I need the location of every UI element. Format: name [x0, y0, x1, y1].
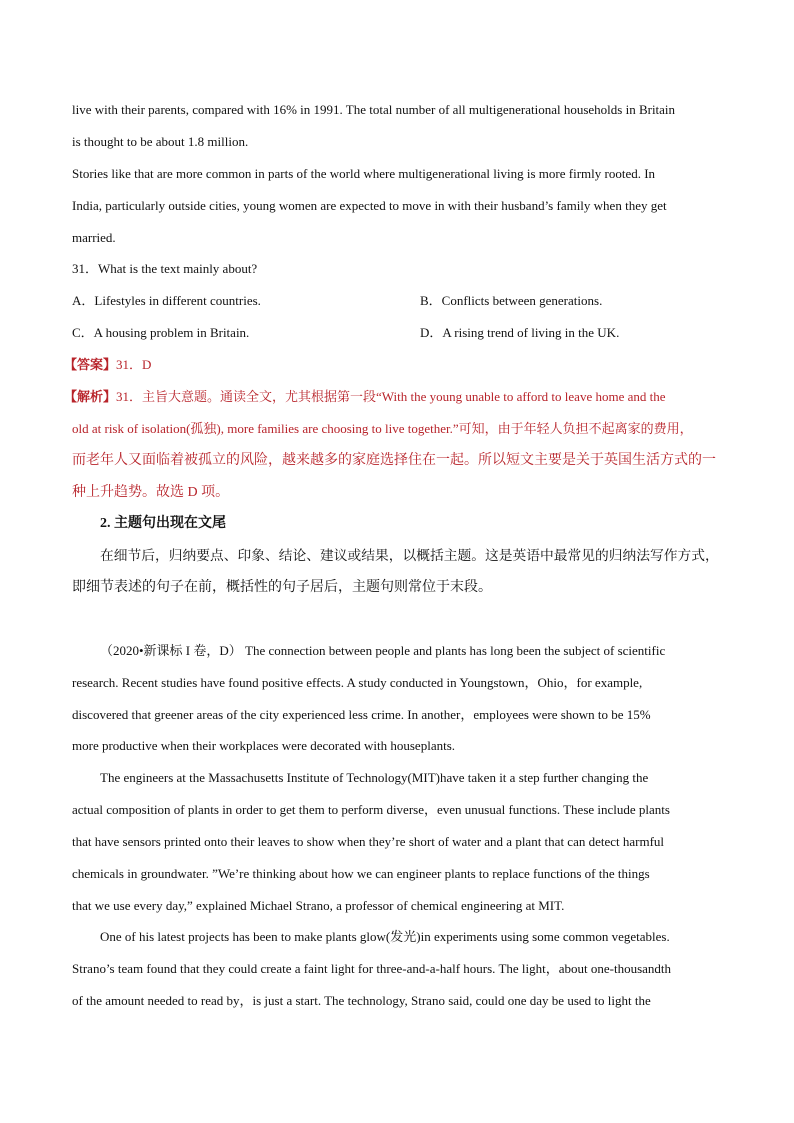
- option-a: A．Lifestyles in different countries.: [72, 293, 261, 308]
- passage2-line-11: Strano’s team found that they could create a faint light for three-and-a-half hours. The light，about one-thousandth: [72, 961, 672, 976]
- passage2-line-10: One of his latest projects has been to make plants glow(发光)in experiments using some common vegetables.: [100, 929, 670, 944]
- answer-text: 31．D: [116, 357, 152, 372]
- answer-line: [64, 356, 151, 374]
- section-line-1: 在细节后，归纳要点、印象、结论、建议或结果，以概括主题。这是英语中最常见的归纳法写作方式，: [100, 548, 719, 563]
- passage1-line-1: live with their parents, compared with 16% in 1991. The total number of all multigenerational households in Britain: [72, 102, 676, 117]
- section-heading: 2. 主题句出现在文尾: [100, 516, 226, 531]
- question-stem: 31．What is the text mainly about?: [72, 261, 258, 276]
- analysis-line-4: 种上升趋势。故选 D 项。: [72, 485, 230, 500]
- passage2-line-6: actual composition of plants in order to get them to perform diverse，even unusual functions. These include plants: [72, 802, 670, 817]
- analysis-line-3: 而老年人又面临着被孤立的风险，越来越多的家庭选择住在一起。所以短文主要是关于英国生活方式的一: [72, 453, 716, 468]
- passage2-line-2: research. Recent studies have found positive effects. A study conducted in Youngstown，Ohio，for example,: [72, 675, 643, 690]
- passage2-line-3: discovered that greener areas of the city experienced less crime. In another，employees were shown to be 15%: [72, 707, 651, 722]
- passage2-line-5: The engineers at the Massachusetts Institute of Technology(MIT)have taken it a step further changing the: [100, 770, 649, 785]
- passage2-line-12: of the amount needed to read by，is just a start. The technology, Strano said, could one day be used to light the: [72, 993, 651, 1008]
- option-c: C．A housing problem in Britain.: [72, 325, 250, 340]
- analysis-text-1: 31．主旨大意题。通读全文，尤其根据第一段“With the young unable to afford to leave home and the: [116, 389, 666, 404]
- passage1-line-4: India, particularly outside cities, young women are expected to move in with their husband’s family when they get: [72, 198, 667, 213]
- option-d: D．A rising trend of living in the UK.: [420, 325, 620, 340]
- passage1-line-3: Stories like that are more common in parts of the world where multigenerational living is more firmly rooted. In: [72, 166, 656, 181]
- question-options-row-2: [72, 324, 620, 342]
- passage2-line-8: chemicals in groundwater. ”We’re thinking about how we can engineer plants to replace functions of the things: [72, 866, 650, 881]
- passage2-line-9: that we use every day,” explained Michael Strano, a professor of chemical engineering at MIT.: [72, 898, 565, 913]
- analysis-line-2: old at risk of isolation(孤独), more families are choosing to live together.”可知，由于年轻人负担不起离家的费用，: [72, 421, 693, 436]
- passage1-line-5: married.: [72, 230, 116, 245]
- question-options-row-1: [72, 292, 603, 310]
- analysis-line-1: [64, 388, 666, 406]
- option-b: B．Conflicts between generations.: [420, 293, 603, 308]
- passage2-line-4: more productive when their workplaces were decorated with houseplants.: [72, 738, 456, 753]
- section-line-2: 即细节表述的句子在前，概括性的句子居后，主题句则常位于末段。: [72, 580, 492, 595]
- passage2-line-1: （2020•新课标 I 卷，D） The connection between people and plants has long been the subject of scientific: [100, 643, 666, 658]
- analysis-tag: 【解析】: [64, 389, 117, 404]
- answer-tag: 【答案】: [64, 357, 117, 372]
- passage1-line-2: is thought to be about 1.8 million.: [72, 134, 249, 149]
- passage2-line-7: that have sensors printed onto their leaves to show when they’re short of water and a plant that can detect harmful: [72, 834, 665, 849]
